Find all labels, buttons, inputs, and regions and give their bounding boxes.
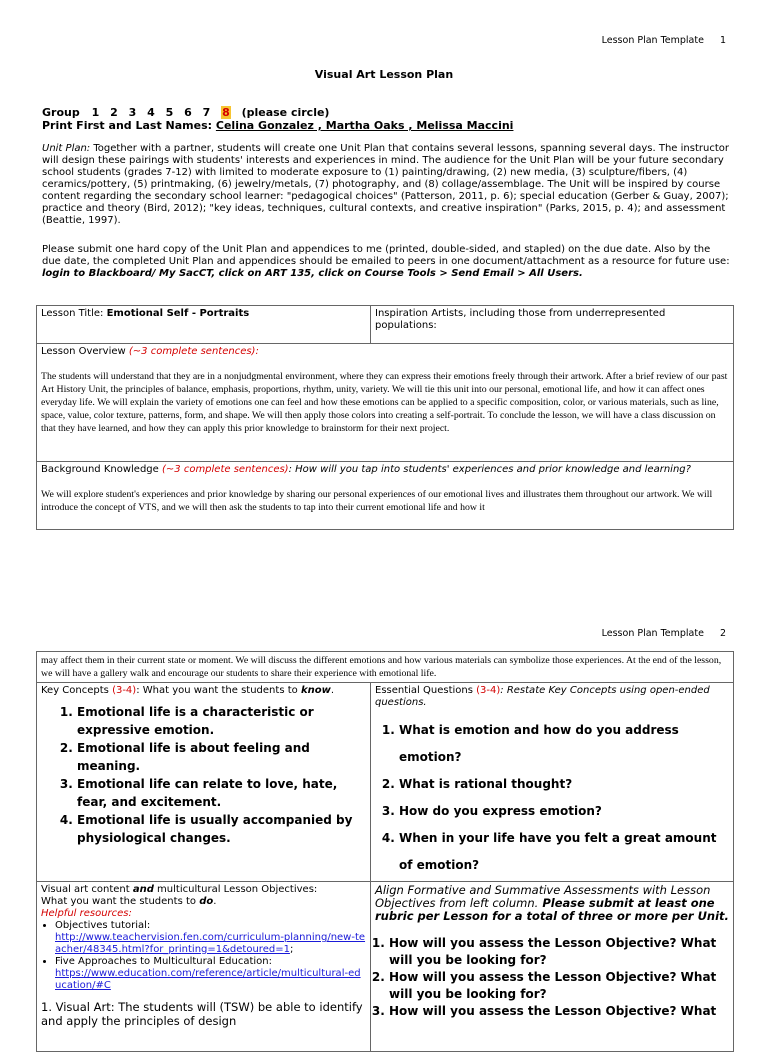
background-continued-cell [37,652,734,683]
background-continued-text: may affect them in their current state or moment. We will discuss the different emotions and how various materials can symbolize those experiences. At the end of the lesson, we will have a gallery walk and encourage our students to share their experience with emotional life. [41,655,722,679]
group-note: (please circle) [241,106,330,119]
inspiration-label: Inspiration Artists, including those from underrepresented populations: [375,308,666,331]
key-concepts-question: : What you want the students to [136,685,301,696]
group-label: Group [42,106,80,119]
list-item: 2. What is rational thought? [399,771,729,798]
lesson-title-cell [37,306,371,344]
list-item: 4. Emotional life is usually accompanied by physiological changes. [77,811,366,847]
background-question: : How will you tap into students' experiences and prior knowledge and learning? [288,464,691,475]
helpful-resources-label: Helpful resources: [41,908,132,919]
lesson-title-label: Lesson Title: [41,308,107,319]
key-concepts-emphasis: know [300,685,331,696]
essential-questions-cell [371,683,734,882]
list-item: 3. How do you express emotion? [399,798,729,825]
page-number: 1 [719,35,726,46]
overview-label: Lesson Overview [41,346,129,357]
lesson-title-value: Emotional Self - Portraits [106,308,250,319]
header-label: Lesson Plan Template [601,35,704,46]
essential-questions-hint: (3-4) [476,685,501,696]
essential-questions-label: Essential Questions [375,685,477,696]
background-hint: (~3 complete sentences) [162,464,289,475]
list-item: 1. How will you assess the Lesson Objective? What will you be looking for? [389,935,729,969]
overview-text: The students will understand that they are in a nonjudgmental environment, where they can express their emotions freely through their artwork. After a brief review of our past Art History Unit, the principles of balance, emphasis, proportions, rhythm, unity, variety. We will tie this unit into our personal, emotional life, and how it can affect ones everyday life. We will explain the variety of emotions one can feel and how these emotions can be applied to a specific composition, color, or various materials, such as line, space, value, color texture, patterns, form, and shape. We will then apply those colors into creating a self-portrait. To conclude the lesson, we will have a class discussion on that they have learned, and how they can apply this prior knowledge to brainstorm for their next project. [41,371,728,434]
unit-plan-text: Together with a partner, students will create one Unit Plan that contains several lessons, spanning several days. The instructor will design these pairings with students' interests and experiences in mind. The audience for the Unit Plan will be your future secondary school students (grades 7-12) with limited to moderate exposure to (1) painting/drawing, (2) new media, (3) sculpture/fibers, (4) ceramics/pottery, (5) printmaking, (6) jewelry/metals, (7) photography, and (8) collage/assemblage. The Unit will be inspired by course content regarding the secondary school learner: "pedagogical choices" (Patterson, 2011, p. 6); special education (Gerber & Guay, 2007); practice and theory (Bird, 2012); "key ideas, techniques, cultural contexts, and creative inspiration" (Parks, 2015, p. 4); and assessment (Beattie, 1997). [42,143,729,226]
list-item: 3. Emotional life can relate to love, hate, fear, and excitement. [77,775,366,811]
group-number[interactable]: 2 [110,106,118,119]
header-label: Lesson Plan Template [601,628,704,639]
list-item: 1. Emotional life is a characteristic or expressive emotion. [77,703,366,739]
objectives-what: What you want the students to [41,896,200,907]
lesson-table-page1 [36,305,734,530]
objectives-cell [37,882,371,1052]
resource-label: Five Approaches to Multicultural Education: [55,956,272,967]
background-label: Background Knowledge [41,464,162,475]
page-header [602,628,726,639]
multicultural-education-link[interactable]: https://www.education.com/reference/article/multicultural-education/#C [55,968,361,991]
key-concepts-label: Key Concepts [41,685,113,696]
page-header [602,35,726,46]
submit-paragraph [42,244,732,280]
list-item: 2. Emotional life is about feeling and meaning. [77,739,366,775]
list-item: 1. What is emotion and how do you address emotion? [399,717,729,771]
background-text: We will explore student's experiences and prior knowledge by sharing our personal experiences of our emotional lives and illustrates them throughout our artwork. We will introduce the concept of VTS, and we will then ask the students to tap into their current emotional life and how it [41,489,713,513]
resources-list [41,920,366,992]
background-cell [37,462,734,530]
essential-questions-list [375,717,729,879]
group-number[interactable]: 6 [184,106,192,119]
group-number[interactable]: 4 [147,106,155,119]
key-concepts-list [41,703,366,847]
names-line [42,119,513,132]
objectives-and: and [132,884,154,895]
objectives-tutorial-link[interactable]: http://www.teachervision.fen.com/curriculum-planning/new-teacher/48345.html?for_printing=1&detoured=1 [55,932,366,955]
key-concepts-cell [37,683,371,882]
assessments-rubric-note: Please submit at least one rubric per Lesson for a total of three or more per Unit. [375,896,729,923]
names-label: Print First and Last Names: [42,119,213,132]
unit-plan-paragraph [42,143,732,227]
overview-hint: (~3 complete sentences): [128,346,259,357]
objectives-what-end: . [213,896,217,907]
assessments-cell [371,882,734,1052]
group-number[interactable]: 5 [165,106,174,119]
key-concepts-period: . [330,685,335,696]
list-item: 2. How will you assess the Lesson Objective? What will you be looking for? [389,969,729,1003]
list-item: 3. How will you assess the Lesson Objective? What [389,1003,729,1020]
visual-art-objective: 1. Visual Art: The students will (TSW) be able to identify and apply the principles of design [41,1000,363,1028]
names-value: Celina Gonzalez , Martha Oaks , Melissa Maccini [215,119,514,132]
list-item [55,956,366,992]
submit-text: Please submit one hard copy of the Unit Plan and appendices to me (printed, double-sided, and stapled) on the due date. Also by the due date, the completed Unit Plan and appendices should be emailed to peers in one document/attachment as a resource for future use: [42,244,730,267]
group-number[interactable]: 3 [128,106,137,119]
group-block [42,106,513,132]
essential-questions-question: : Restate Key Concepts using open-ended questions. [375,685,710,708]
inspiration-cell [371,306,734,344]
overview-cell [37,344,734,462]
unit-plan-label: Unit Plan: [42,143,91,154]
objectives-do: do [199,896,214,907]
resource-tail: ; [289,944,294,955]
lesson-table-page2 [36,651,734,1052]
list-item [55,920,366,956]
page-number: 2 [719,628,726,639]
group-number[interactable]: 1 [91,106,100,119]
assessments-heading: Align Formative and Summative Assessments with Lesson Objectives from left column. [375,883,711,910]
key-concepts-hint: (3-4) [112,685,137,696]
objectives-label: Visual art content [41,884,133,895]
group-number[interactable]: 7 [202,106,211,119]
document-title: Visual Art Lesson Plan [314,68,454,81]
list-item: 4. When in your life have you felt a great amount of emotion? [399,825,729,879]
resource-label: Objectives tutorial: [55,920,151,931]
objectives-label-end: multicultural Lesson Objectives: [153,884,318,895]
assessments-list [375,935,729,1020]
group-line [42,106,513,119]
submit-instructions: login to Blackboard/ My SacCT, click on ART 135, click on Course Tools > Send Email > All Users. [42,268,583,279]
group-number-selected[interactable]: 8 [222,106,230,119]
